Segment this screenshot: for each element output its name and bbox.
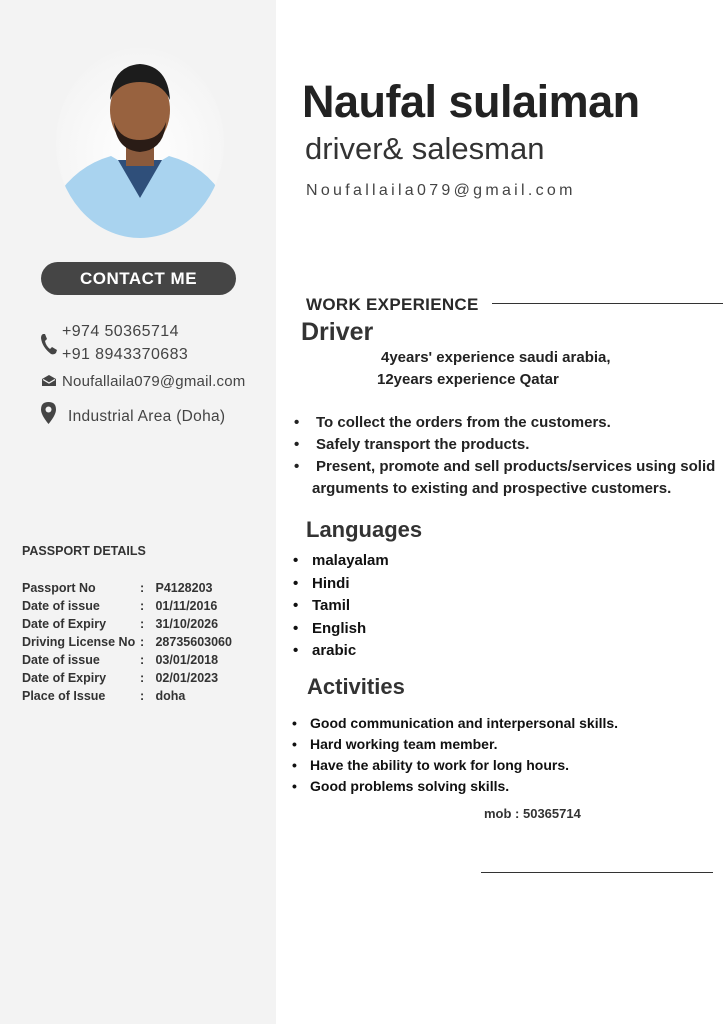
- phone-number-india: +91 8943370683: [62, 346, 189, 363]
- passport-row: Passport No : P4128203: [22, 581, 213, 595]
- location-pin-icon: [40, 401, 57, 430]
- list-item: • Tamil: [312, 597, 350, 614]
- envelope-icon: [41, 374, 57, 392]
- candidate-name: Naufal sulaiman: [302, 76, 640, 127]
- experience-saudi: 4years' experience saudi arabia,: [381, 349, 611, 366]
- list-item: • Safely transport the products.: [316, 436, 529, 453]
- list-item: • To collect the orders from the customers.: [316, 414, 611, 431]
- passport-row: Place of Issue : doha: [22, 689, 186, 703]
- passport-row: Date of issue : 01/11/2016: [22, 599, 218, 613]
- list-item: • arabic: [312, 642, 356, 659]
- list-item: • Good communication and interpersonal skills.: [310, 715, 618, 731]
- signature-line: [481, 872, 713, 873]
- list-item: • Present, promote and sell products/services using solid: [316, 458, 715, 475]
- passport-row: Date of Expiry : 02/01/2023: [22, 671, 219, 685]
- languages-title: Languages: [306, 517, 423, 542]
- phone-icon: [40, 332, 58, 361]
- list-item: • Have the ability to work for long hours.: [310, 757, 569, 773]
- duty-continuation: arguments to existing and prospective customers.: [312, 480, 672, 497]
- job-title: Driver: [301, 318, 374, 346]
- work-experience-title: WORK EXPERIENCE: [306, 295, 479, 314]
- header-email: Noufallaila079@gmail.com: [306, 182, 576, 199]
- passport-row: Driving License No : 28735603060: [22, 635, 232, 649]
- list-item: • Hindi: [312, 575, 350, 592]
- list-item: • Good problems solving skills.: [310, 778, 509, 794]
- contact-email: Noufallaila079@gmail.com: [62, 373, 246, 390]
- section-divider: [492, 303, 723, 304]
- phone-number-qatar: +974 50365714: [62, 323, 179, 340]
- activities-title: Activities: [307, 674, 405, 699]
- passport-row: Date of issue : 03/01/2018: [22, 653, 219, 667]
- passport-details-title: PASSPORT DETAILS: [22, 544, 146, 558]
- list-item: • Hard working team member.: [310, 736, 498, 752]
- mobile-number: mob : 50365714: [484, 806, 581, 821]
- profile-photo: [56, 48, 224, 238]
- passport-row: Date of Expiry : 31/10/2026: [22, 617, 219, 631]
- candidate-role: driver& salesman: [305, 131, 545, 166]
- contact-address: Industrial Area (Doha): [68, 408, 226, 425]
- experience-qatar: 12years experience Qatar: [377, 371, 559, 388]
- contact-me-button[interactable]: CONTACT ME: [41, 262, 236, 295]
- list-item: • English: [312, 620, 366, 637]
- list-item: • malayalam: [312, 552, 389, 569]
